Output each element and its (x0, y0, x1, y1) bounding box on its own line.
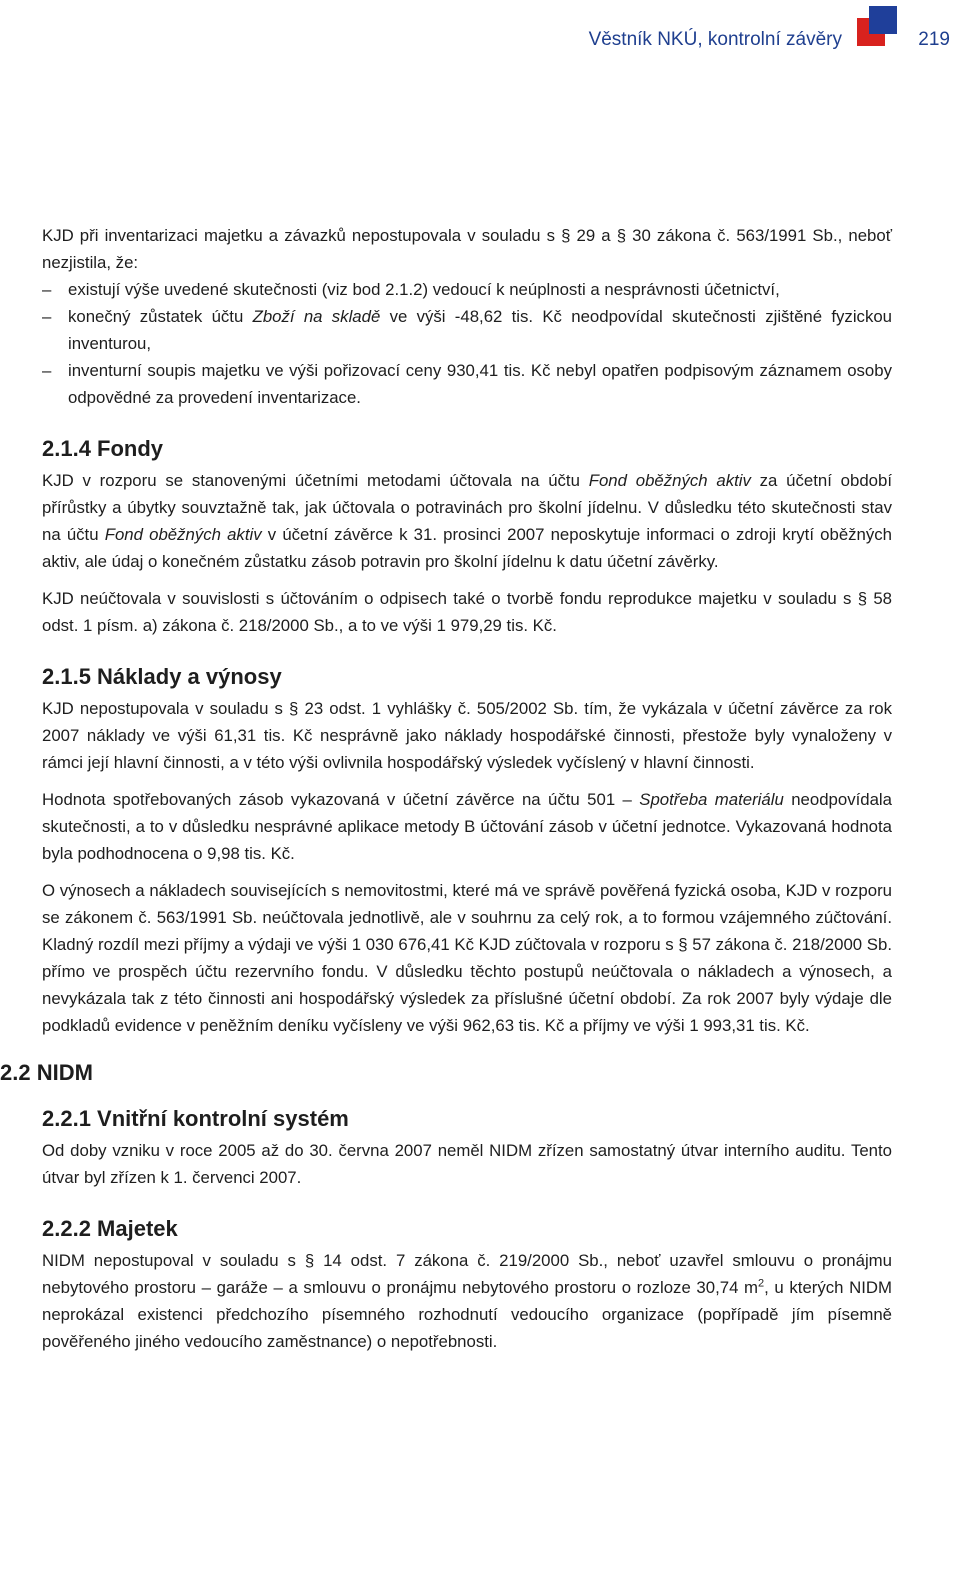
document-body (0, 222, 892, 1355)
paragraph: KJD nepostupovala v souladu s § 23 odst. 1 vyhlášky č. 505/2002 Sb. tím, že vykázala v účetní závěrce za rok 2007 náklady ve výši 61,31 tis. Kč nesprávně jako náklady hospodářské činnosti, přestože byly vynaloženy v rámci její hlavní činnosti, a v této výši ovlivnila hospodářský výsledek vyčíslený v hlavní činnosti. (42, 699, 892, 772)
section-221-heading-wrap (42, 1105, 892, 1133)
logo-overlap-square (869, 18, 885, 34)
list-item: – inventurní soupis majetku ve výši pořizovací ceny 930,41 tis. Kč nebyl opatřen podpisovým záznamem osoby odpovědné za provedení inventarizace. (42, 357, 892, 411)
paragraph-text: NIDM nepostupoval v souladu s § 14 odst. 7 zákona č. 219/2000 Sb., neboť uzavřel smlouvu o pronájmu nebytového prostoru – garáže – a smlouvu o pronájmu nebytového prostoru o rozloze 30,74 m (42, 1251, 892, 1297)
page-number: 219 (918, 29, 950, 50)
paragraph: KJD v rozporu se stanovenými účetními metodami účtovala na účtu Fond oběžných aktiv za účetní období přírůstky a úbytky souvztažně tak, jak účtovala o potravinách pro školní jídelnu. V důsledku této skutečnosti stav na účtu Fond oběžných aktiv v účetní závěrce k 31. prosinci 2007 neposkytuje informaci o zdroji krytí oběžných aktiv, ale údaj o konečném zůstatku zásob potravin pro školní jídelnu k datu účetní závěrky. (42, 471, 892, 571)
superscript: 2 (758, 1277, 765, 1290)
section-214-heading-wrap (42, 435, 892, 463)
section-heading: 2.1.5 Náklady a výnosy (42, 664, 282, 689)
list-item: – konečný zůstatek účtu Zboží na skladě ve výši -48,62 tis. Kč neodpovídal skutečnosti zjištěné fyzickou inventurou, (42, 303, 892, 357)
nku-logo (857, 6, 899, 48)
page-header (0, 0, 960, 70)
intro-section (42, 222, 892, 411)
chapter-heading: 2.2 NIDM (0, 1060, 93, 1085)
section-heading: 2.1.4 Fondy (42, 436, 164, 461)
journal-title: Věstník NKÚ, kontrolní závěry (588, 29, 842, 50)
paragraph (42, 1247, 892, 1355)
section-22-heading-wrap (0, 1059, 892, 1087)
intro-list (42, 276, 892, 411)
italic-term: Spotřeba materiálu (639, 790, 784, 809)
section-222-heading-wrap (42, 1215, 892, 1243)
italic-term: Fond oběžných aktiv (104, 525, 262, 544)
section-heading: 2.2.1 Vnitřní kontrolní systém (42, 1106, 349, 1131)
list-item: – existují výše uvedené skutečnosti (viz bod 2.1.2) vedoucí k neúplnosti a nesprávnosti účetnictví, (42, 276, 892, 303)
section-215-heading-wrap (42, 663, 892, 691)
paragraph: Od doby vzniku v roce 2005 až do 30. června 2007 neměl NIDM zřízen samostatný útvar interního auditu. Tento útvar byl zřízen k 1. červenci 2007. (42, 1141, 892, 1187)
paragraph: O výnosech a nákladech souvisejících s nemovitostmi, které má ve správě pověřená fyzická osoba, KJD v rozporu se zákonem č. 563/1991 Sb. neúčtovala jednotlivě, ale v souhrnu za celý rok, a to formou vzájemného zúčtování. Kladný rozdíl mezi příjmy a výdaji ve výši 1 030 676,41 Kč KJD zúčtovala v rozporu s § 57 zákona č. 218/2000 Sb. přímo ve prospěch účtu rezervního fondu. V důsledku těchto postupů neúčtovala o nákladech a výnosech, a nevykázala tak z této činnosti ani hospodářský výsledek za příslušné účetní období. Za rok 2007 byly výdaje dle podkladů evidence v peněžním deníku vyčísleny ve výši 962,63 tis. Kč a příjmy ve výši 1 993,31 tis. Kč. (42, 881, 892, 1035)
paragraph: Hodnota spotřebovaných zásob vykazovaná v účetní závěrce na účtu 501 – Spotřeba materiálu neodpovídala skutečnosti, a to v důsledku nesprávné aplikace metody B účtování zásob v účetní jednotce. Vykazovaná hodnota byla podhodnocena o 9,98 tis. Kč. (42, 790, 892, 863)
italic-term: Zboží na skladě (252, 307, 381, 326)
intro-paragraph: KJD při inventarizaci majetku a závazků nepostupovala v souladu s § 29 a § 30 zákona č. 563/1991 Sb., neboť nezjistila, že: (42, 226, 892, 272)
italic-term: Fond oběžných aktiv (588, 471, 751, 490)
paragraph-text: , u kterých NIDM neprokázal existenci předchozího písemného rozhodnutí vedoucího organizace (popřípadě jím písemně pověřeného jiného vedoucího zaměstnance) o nepotřebnosti. (42, 1278, 892, 1351)
paragraph: KJD neúčtovala v souvislosti s účtováním o odpisech také o tvorbě fondu reprodukce majetku v souladu s § 58 odst. 1 písm. a) zákona č. 218/2000 Sb., a to ve výši 1 979,29 tis. Kč. (42, 589, 892, 635)
section-heading: 2.2.2 Majetek (42, 1216, 178, 1241)
